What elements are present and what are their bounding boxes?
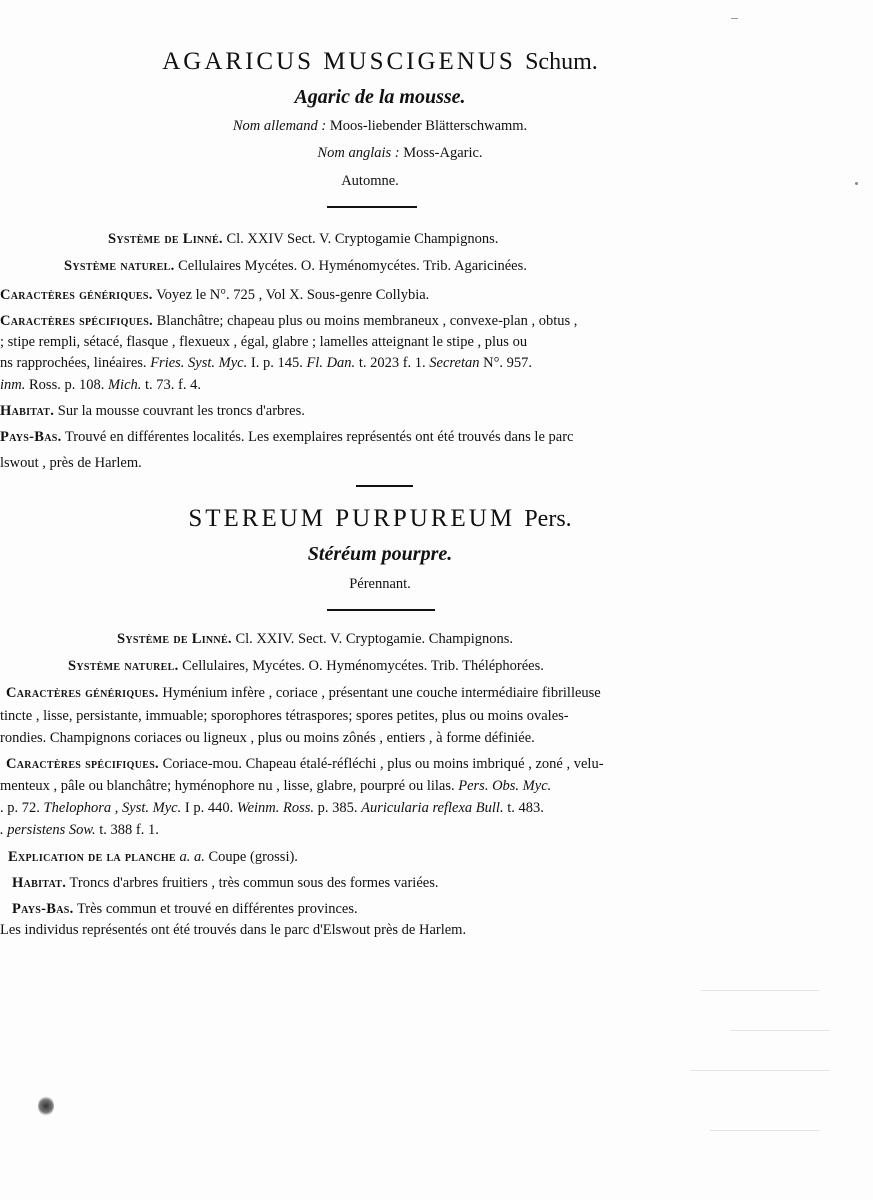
entry1-specifiques-text: Blanchâtre; chapeau plus ou moins membraneux , convexe-plan , obtus ,	[156, 313, 578, 329]
entry2-specifiques-label: Caractères spécifiques.	[6, 756, 159, 772]
entry2-title	[0, 505, 760, 533]
entry2-naturel-text: Cellulaires, Mycétes. O. Hyménomycétes. Trib. Théléphorées.	[182, 658, 544, 674]
entry2-habitat-label: Habitat.	[12, 875, 67, 891]
entry1-generiques	[0, 286, 429, 304]
entry1-specifiques-line4	[0, 376, 201, 394]
entry1-paysbas-label: Pays-Bas.	[0, 429, 62, 445]
entry2-paysbas	[12, 900, 358, 918]
entry2-title-text: STEREUM PURPUREUM	[188, 505, 516, 532]
entry1-generiques-label: Caractères génériques.	[0, 287, 153, 303]
entry1-spec4-d: t. 73. f. 4.	[145, 377, 201, 393]
entry2-author: Pers.	[524, 506, 572, 532]
entry2-linne	[117, 630, 513, 648]
entry1-spec3-f: Secretan	[429, 355, 480, 371]
entry2-specifiques-text: Coriace-mou. Chapeau étalé-réfléchi , plus ou moins imbriqué , zoné , velu-	[162, 756, 604, 772]
entry2-naturel-label: Système naturel.	[68, 658, 179, 674]
bleed-through-line	[730, 1030, 830, 1031]
entry2-spec3-a: . p. 72.	[0, 800, 40, 816]
entry2-habitat	[12, 874, 438, 892]
entry1-specifiques-label: Caractères spécifiques.	[0, 313, 153, 329]
entry1-german-label: Nom allemand :	[232, 118, 327, 134]
entry2-generiques	[6, 684, 601, 702]
entry1-naturel-label: Système naturel.	[64, 258, 175, 274]
entry1-author: Schum.	[525, 49, 598, 75]
entry1-english-label: Nom anglais :	[317, 145, 400, 161]
entry2-generiques-line2: tincte , lisse, persistante, immuable; sporophores tétraspores; spores petites, plus ou moins ovales-	[0, 708, 569, 724]
bleed-through-line	[710, 1130, 820, 1131]
entry1-linne-label: Système de Linné.	[108, 231, 223, 247]
entry2-spec3-f: p. 385.	[317, 800, 358, 816]
entry1-naturel	[64, 257, 527, 275]
entry1-spec4-c: Mich.	[107, 377, 142, 393]
entry2-spec4-a: . persistens Sow.	[0, 822, 96, 838]
entry2-habitat-text: Troncs d'arbres fruitiers , très commun sous des formes variées.	[69, 875, 439, 891]
entry1-spec3-c: I. p. 145.	[250, 355, 303, 371]
entry2-divider	[327, 609, 435, 611]
entry2-explication-italic: a. a.	[179, 849, 205, 865]
section-divider	[356, 485, 413, 487]
entry1-spec3-d: Fl. Dan.	[306, 355, 356, 371]
entry2-spec3-g: Auricularia reflexa Bull.	[361, 800, 504, 816]
entry2-specifiques-line2	[0, 777, 551, 795]
scan-mark	[731, 18, 738, 19]
entry2-generiques-text: Hyménium infère , coriace , présentant une couche intermédiaire fibrilleuse	[162, 685, 601, 701]
entry2-linne-label: Système de Linné.	[117, 631, 232, 647]
entry1-german-name: Moos-liebender Blätterschwamm.	[329, 118, 528, 134]
entry2-final-line: Les individus représentés ont été trouvés dans le parc d'Elswout près de Harlem.	[0, 922, 467, 938]
entry2-spec3-e: Weinm. Ross.	[236, 800, 315, 816]
entry1-spec3-g: N°. 957.	[483, 355, 533, 371]
entry2-paysbas-text: Très commun et trouvé en différentes provinces.	[76, 901, 358, 917]
entry1-habitat-label: Habitat.	[0, 403, 55, 419]
bleed-through-line	[700, 990, 820, 991]
entry1-paysbas-line2: lswout , près de Harlem.	[0, 455, 142, 471]
entry2-naturel	[68, 657, 544, 675]
entry1-naturel-text: Cellulaires Mycétes. O. Hyménomycétes. Trib. Agaricinées.	[178, 258, 527, 274]
entry1-divider	[327, 206, 417, 208]
entry1-spec3-b: Fries. Syst. Myc.	[150, 355, 248, 371]
entry2-generiques-line3: rondies. Champignons coriaces ou ligneux , plus ou moins zônés , entiers , à forme définiée.	[0, 730, 535, 746]
bleed-through-line	[690, 1070, 830, 1071]
entry1-specifiques	[0, 312, 577, 330]
entry1-english-name: Moss-Agaric.	[403, 145, 483, 161]
entry2-spec3-c: Syst. Myc.	[122, 800, 182, 816]
entry1-paysbas-text: Trouvé en différentes localités. Les exemplaires représentés ont été trouvés dans le parc	[64, 429, 574, 445]
entry1-habitat-text: Sur la mousse couvrant les troncs d'arbres.	[57, 403, 305, 419]
scan-speck	[855, 182, 858, 185]
entry2-specifiques-line3	[0, 799, 544, 817]
entry1-linne	[108, 230, 498, 248]
entry2-paysbas-label: Pays-Bas.	[12, 901, 74, 917]
entry1-linne-text: Cl. XXIV Sect. V. Cryptogamie Champignons.	[226, 231, 499, 247]
entry2-explication-text: Coupe (grossi).	[208, 849, 298, 865]
entry2-explication-label: Explication de la planche	[8, 849, 176, 865]
entry1-spec4-a: inm.	[0, 377, 26, 393]
entry2-french-name: Stéréum pourpre.	[307, 543, 453, 565]
entry2-season: Pérennant.	[349, 576, 411, 592]
entry1-french-name: Agaric de la mousse.	[294, 86, 466, 108]
entry2-linne-text: Cl. XXIV. Sect. V. Cryptogamie. Champignons.	[235, 631, 513, 647]
entry1-season: Automne.	[341, 173, 399, 189]
entry2-spec2-b: Pers. Obs. Myc.	[458, 778, 552, 794]
entry1-title-text: AGARICUS MUSCIGENUS	[162, 48, 516, 75]
entry1-title	[0, 48, 760, 76]
entry1-english-line	[20, 145, 780, 162]
entry2-spec3-b: Thelophora ,	[43, 800, 119, 816]
entry1-spec3-e: t. 2023 f. 1.	[358, 355, 426, 371]
entry1-spec4-b: Ross. p. 108.	[29, 377, 105, 393]
entry2-specifiques	[6, 755, 604, 773]
entry1-specifiques-line2: ; stipe rempli, sétacé, flasque , flexueux , égal, glabre ; lamelles atteignant le stipe , plus ou	[0, 334, 528, 350]
entry2-explication	[8, 848, 298, 866]
entry2-specifiques-line4	[0, 821, 159, 839]
entry1-generiques-text: Voyez le N°. 725 , Vol X. Sous-genre Collybia.	[156, 287, 430, 303]
ink-blot	[38, 1096, 54, 1116]
entry1-german-line	[0, 118, 760, 135]
entry2-generiques-label: Caractères génériques.	[6, 685, 159, 701]
entry1-specifiques-line3	[0, 354, 532, 372]
entry2-spec3-h: t. 483.	[507, 800, 544, 816]
entry1-spec3-a: ns rapprochées, linéaires.	[0, 355, 147, 371]
entry2-spec3-d: I p. 440.	[184, 800, 234, 816]
entry2-spec2-a: menteux , pâle ou blanchâtre; hyménophore nu , lisse, glabre, pourpré ou lilas.	[0, 778, 455, 794]
entry2-spec4-b: t. 388 f. 1.	[99, 822, 159, 838]
entry1-paysbas	[0, 428, 573, 446]
entry1-habitat	[0, 402, 305, 420]
